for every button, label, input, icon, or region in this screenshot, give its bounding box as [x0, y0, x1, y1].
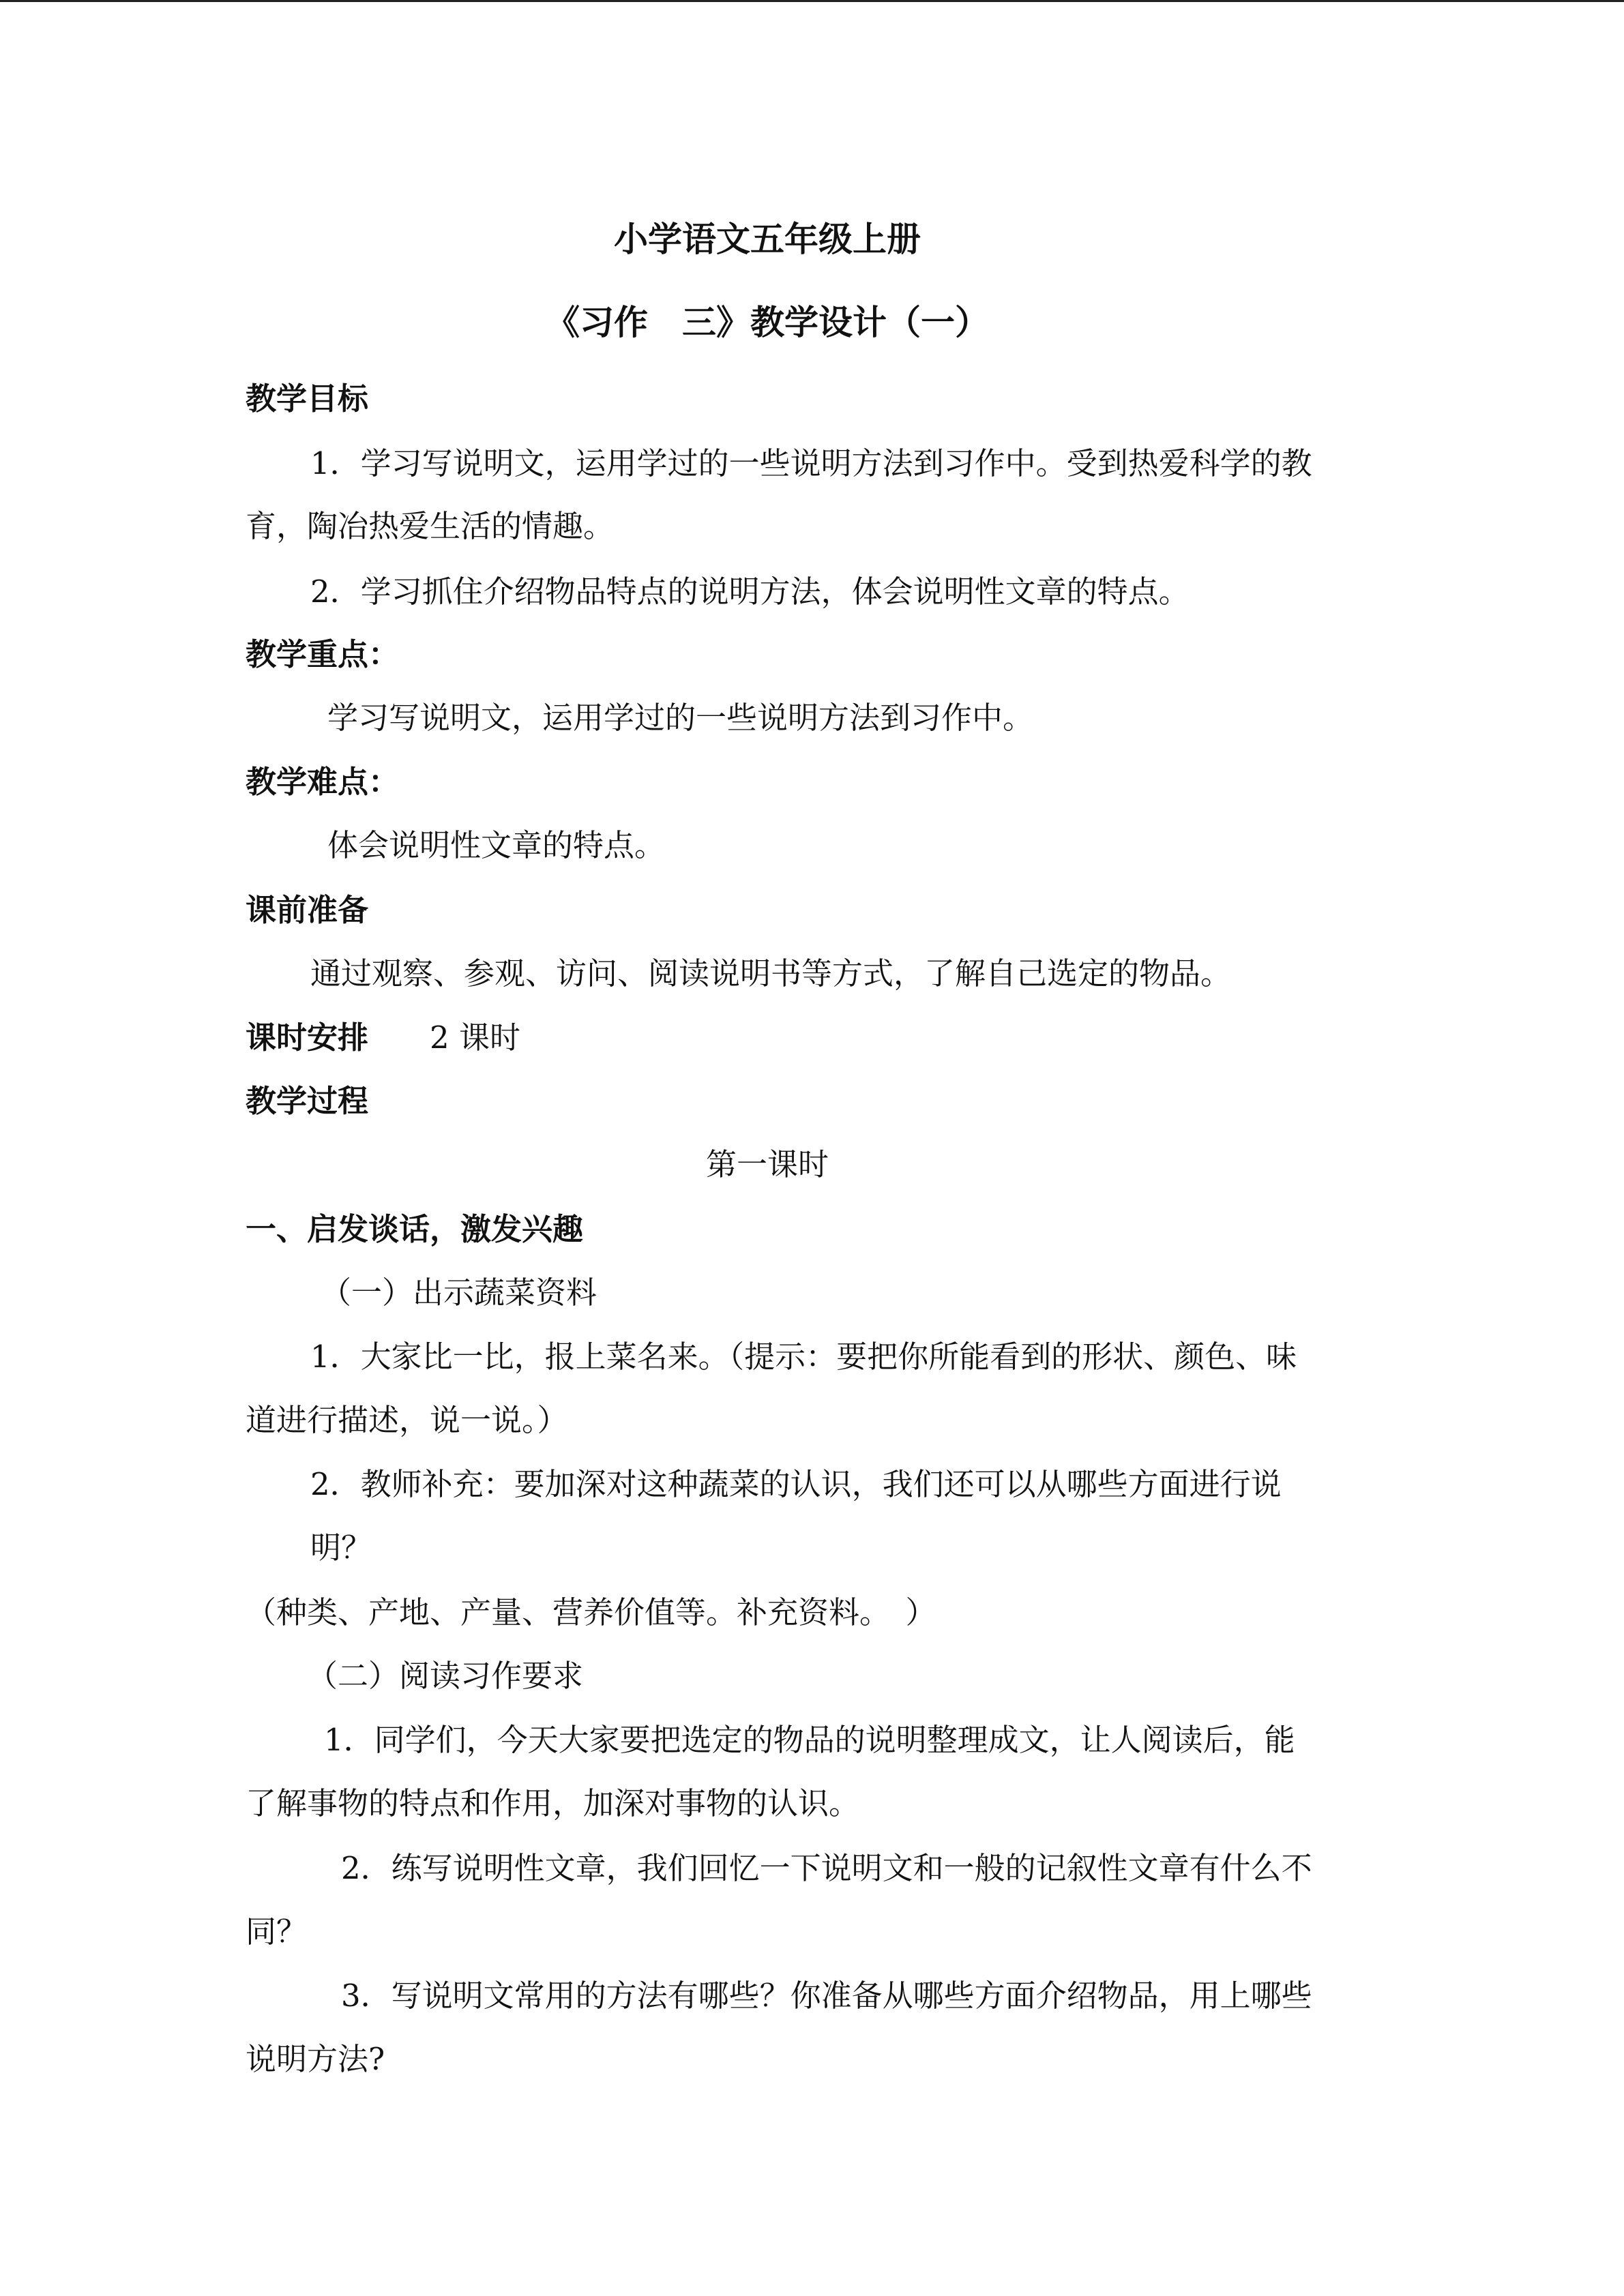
document-subtitle: 《习作 三》教学设计（一）	[546, 303, 989, 342]
sub2-item3-line1: 3．写说明文常用的方法有哪些？你准备从哪些方面介绍物品，用上哪些	[341, 1978, 1312, 2014]
sub1-note: （种类、产地、产量、营养价值等。补充资料。 ）	[246, 1594, 936, 1630]
schedule-heading: 课时安排	[246, 1019, 369, 1056]
sub2-item3-line2: 说明方法?	[246, 2041, 385, 2077]
schedule-row	[246, 1017, 520, 1058]
goals-item1-line1: 1．学习写说明文，运用学过的一些说明方法到习作中。受到热爱科学的教	[310, 445, 1312, 481]
sub1-item1-line2: 道进行描述，说一说。）	[246, 1402, 568, 1438]
goals-item1-line2: 育，陶冶热爱生活的情趣。	[246, 508, 615, 544]
sub2-item2-line2: 同？	[246, 1913, 308, 1950]
key-points-text: 学习写说明文，运用学过的一些说明方法到习作中。	[327, 700, 1034, 736]
section1-heading: 一、启发谈话，激发兴趣	[246, 1211, 584, 1247]
preparation-heading: 课前准备	[246, 892, 369, 928]
preparation-text: 通过观察、参观、访问、阅读说明书等方式，了解自己选定的物品。	[310, 955, 1232, 992]
lesson-title: 第一课时	[705, 1146, 829, 1182]
goals-item2: 2．学习抓住介绍物品特点的说明方法，体会说明性文章的特点。	[310, 573, 1190, 610]
sub1-item2-line2: 明？	[310, 1530, 372, 1566]
goals-heading: 教学目标	[246, 381, 369, 417]
difficulties-text: 体会说明性文章的特点。	[327, 827, 666, 863]
sub2-heading: （二）阅读习作要求	[307, 1658, 584, 1694]
difficulties-heading: 教学难点：	[246, 764, 400, 800]
sub1-item1-line1: 1．大家比一比，报上菜名来。（提示：要把你所能看到的形状、颜色、味	[310, 1339, 1297, 1375]
key-points-heading: 教学重点：	[246, 636, 400, 672]
sub1-item2-line1: 2．教师补充：要加深对这种蔬菜的认识，我们还可以从哪些方面进行说	[310, 1466, 1282, 1502]
sub1-heading: （一）出示蔬菜资料	[321, 1274, 597, 1311]
sub2-item1-line1: 1．同学们，今天大家要把选定的物品的说明整理成文，让人阅读后，能	[324, 1722, 1295, 1758]
process-heading: 教学过程	[246, 1083, 369, 1119]
sub2-item1-line2: 了解事物的特点和作用，加深对事物的认识。	[246, 1785, 860, 1821]
sub2-item2-line1: 2．练写说明性文章，我们回忆一下说明文和一般的记叙性文章有什么不	[341, 1850, 1312, 1886]
schedule-value: 2 课时	[430, 1019, 520, 1056]
document-title: 小学语文五年级上册	[614, 220, 921, 259]
